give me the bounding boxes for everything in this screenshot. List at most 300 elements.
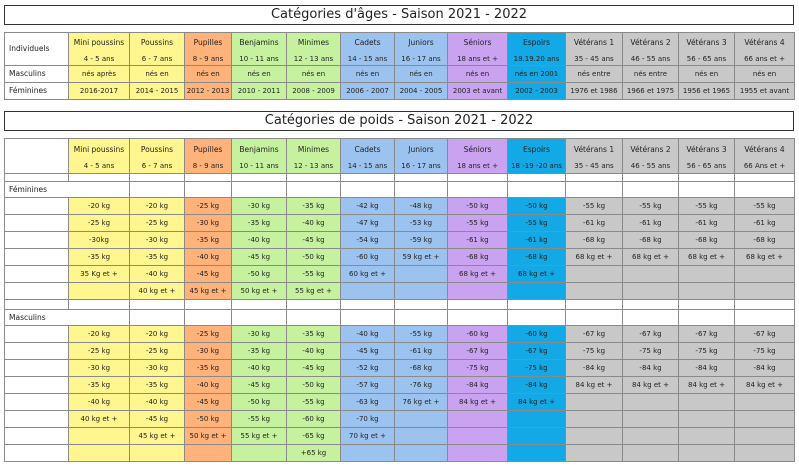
category-header [679,139,735,174]
birth-range-bottom: 2003 et avant [448,83,508,100]
weight-cell: -40 kg [185,249,232,266]
weight-cell: 84 kg et + [566,377,623,394]
category-name: Espoirs [522,37,551,47]
spacer-cell [395,174,448,182]
spacer-cell [679,174,735,182]
spacer-cell [623,310,679,326]
empty-label-cell [5,266,69,283]
weight-cell [679,394,735,411]
weight-cell [735,283,795,300]
category-ages: 16 - 17 ans [401,161,441,170]
weight-cell: -55 kg [448,215,508,232]
spacer-cell [341,300,395,310]
spacer-cell [395,300,448,310]
weight-cell: -61 kg [735,215,795,232]
weight-cell: -35 kg [69,249,130,266]
birth-range-top: nés en [287,66,341,83]
weight-cell: -68 kg [566,232,623,249]
spacer-cell [448,174,508,182]
table-row [5,360,795,377]
weight-cell: -67 kg [623,326,679,343]
weight-cell: -25 kg [69,215,130,232]
table-row [5,326,795,343]
category-ages: 14 - 15 ans [347,54,388,63]
weight-cell [508,445,566,462]
row-label-masculins: Masculins [5,66,69,83]
spacer-cell [287,300,341,310]
weight-cell: -61 kg [448,232,508,249]
table-row [5,411,795,428]
weight-cell: -76 kg [395,377,448,394]
row-label-feminines: Féminines [5,83,69,100]
category-ages: 12 - 13 ans [293,161,334,170]
category-ages: 10 - 11 ans [239,54,279,63]
category-name: Poussins [140,144,174,154]
spacer-cell [679,310,735,326]
weight-cell: -84 kg [566,360,623,377]
weight-cell: -45 kg [185,394,232,411]
weight-cell [679,411,735,428]
weight-cell: -45 kg [130,411,185,428]
table-row [5,232,795,249]
weight-cell [623,394,679,411]
empty-label-cell [5,215,69,232]
table-row [5,266,795,283]
category-ages: 18 ans et + [457,161,498,170]
birth-range-bottom: 1955 et avant [735,83,795,100]
category-ages: 6 - 7 ans [141,161,173,170]
category-name: Minimes [297,37,330,47]
weight-cell: -55 kg [287,266,341,283]
weight-cell [508,411,566,428]
spacer-cell [679,182,735,198]
category-ages: 35 - 45 ans [574,161,614,170]
weight-cell: -40 kg [341,326,395,343]
weight-cell: -60 kg [508,326,566,343]
spacer-cell [69,300,130,310]
weight-cell [341,283,395,300]
weight-cell [448,283,508,300]
table-row [5,445,795,462]
spacer-cell [130,182,185,198]
weight-cell: -55 kg [232,411,287,428]
weight-cell: 68 kg et + [623,249,679,266]
category-name: Cadets [354,144,381,154]
category-name: Mini poussins [73,37,125,47]
weight-cell: 84 kg et + [508,394,566,411]
empty-label-cell [5,198,69,215]
weight-cell: -55 kg [566,198,623,215]
weight-cell: 50 kg et + [232,283,287,300]
weight-cell [623,283,679,300]
weight-cell: -25 kg [130,215,185,232]
category-header [623,139,679,174]
category-header [508,33,566,66]
empty-label-cell [5,445,69,462]
spacer-cell [287,182,341,198]
weight-cell [679,445,735,462]
weight-cell: -40 kg [287,215,341,232]
weight-cell: -55 kg [623,198,679,215]
weight-cell: -35 kg [69,377,130,394]
category-header [185,139,232,174]
birth-range-top: nés en [130,66,185,83]
category-header [287,33,341,66]
weight-cell: -55 kg [679,198,735,215]
category-header [130,139,185,174]
weight-cell: -75 kg [679,343,735,360]
category-name: Vétérans 3 [686,144,727,154]
category-header [395,139,448,174]
category-header [287,139,341,174]
weight-cell: 55 kg et + [287,283,341,300]
birth-range-bottom: 2006 - 2007 [341,83,395,100]
weight-cell: -55 kg [395,326,448,343]
poids-title: Catégories de poids - Saison 2021 - 2022 [4,111,794,131]
category-ages: 8 - 9 ans [192,54,224,63]
empty-label-cell [5,343,69,360]
weight-cell [566,266,623,283]
weight-cell [566,428,623,445]
empty-label-cell [5,249,69,266]
category-ages: 18.19.20 ans [513,54,560,63]
weight-cell: -75 kg [566,343,623,360]
weight-cell: 84 kg et + [679,377,735,394]
weight-cell: -84 kg [679,360,735,377]
weight-cell: -54 kg [341,232,395,249]
empty-label-cell [5,377,69,394]
row-label-individuels: Individuels [5,33,69,66]
birth-range-bottom: 1956 et 1965 [679,83,735,100]
category-header [735,139,795,174]
weight-cell [395,445,448,462]
table-row [5,310,795,326]
spacer-cell [185,182,232,198]
weight-cell: -40 kg [287,343,341,360]
weight-cell: -75 kg [735,343,795,360]
empty-label-cell [5,428,69,445]
category-header [566,139,623,174]
spacer-cell [566,182,623,198]
category-header [232,139,287,174]
spacer-cell [341,174,395,182]
spacer-cell [232,182,287,198]
table-row [5,249,795,266]
weight-cell: -20 kg [69,198,130,215]
birth-range-bottom: 2012 - 2013 [185,83,232,100]
spacer-cell [623,174,679,182]
weight-cell [448,445,508,462]
weight-cell: -84 kg [448,377,508,394]
spacer-cell [623,300,679,310]
birth-range-top: nés entre [566,66,623,83]
spacer-cell [566,174,623,182]
weight-cell: -30 kg [185,215,232,232]
weight-cell: -47 kg [341,215,395,232]
weight-cell: -45 kg [287,232,341,249]
spacer-cell [341,310,395,326]
category-header [679,33,735,66]
category-name: Pupilles [193,37,223,47]
weight-cell: -61 kg [566,215,623,232]
weight-cell: 76 kg et + [395,394,448,411]
spacer-cell [508,300,566,310]
weight-cell: -55 kg [287,394,341,411]
category-header [69,139,130,174]
weight-cell: -68 kg [508,249,566,266]
weight-cell: -35 kg [287,198,341,215]
category-ages: 46 - 55 ans [630,161,671,170]
spacer-cell [69,174,130,182]
weight-cell: -30 kg [130,232,185,249]
weight-cell: -35 kg [130,249,185,266]
birth-range-bottom: 2014 - 2015 [130,83,185,100]
category-name: Séniors [463,144,492,154]
weight-cell: -35 kg [130,377,185,394]
spacer-cell [679,300,735,310]
section-label-feminines: Féminines [5,182,69,198]
weight-cell: -40 kg [69,394,130,411]
category-name: Benjamins [239,37,279,47]
category-ages: 56 - 65 ans [686,161,727,170]
weight-cell: -59 kg [395,232,448,249]
category-header [395,33,448,66]
weight-cell: -68 kg [735,232,795,249]
category-name: Benjamins [239,144,279,154]
empty-label-cell [5,326,69,343]
weight-cell [185,445,232,462]
weight-cell: -25 kg [130,343,185,360]
category-name: Espoirs [522,144,551,154]
weight-cell [566,394,623,411]
birth-range-bottom: 2008 - 2009 [287,83,341,100]
weight-cell: -50 kg [232,394,287,411]
weight-cell: -68 kg [448,249,508,266]
weight-cell: 55 kg et + [232,428,287,445]
weight-cell [508,283,566,300]
category-name: Séniors [463,37,492,47]
spacer-cell [185,300,232,310]
spacer-cell [735,174,795,182]
weight-cell: -30 kg [232,198,287,215]
spacer-cell [5,300,69,310]
weight-cell [69,445,130,462]
ages-table [4,32,795,100]
weight-cell: -45 kg [287,360,341,377]
spacer-cell [69,310,130,326]
category-name: Juniors [408,37,434,47]
category-header [448,33,508,66]
spacer-cell [232,310,287,326]
weight-cell: -30 kg [185,343,232,360]
weight-cell: 45 kg et + [185,283,232,300]
birth-range-top: nés en [341,66,395,83]
weight-cell [232,445,287,462]
category-ages: 66 ans et + [744,54,785,63]
weight-cell: +65 kg [287,445,341,462]
weight-cell [130,445,185,462]
weight-cell: -61 kg [395,343,448,360]
weight-cell: -40 kg [130,266,185,283]
weight-cell [508,428,566,445]
category-header [130,33,185,66]
weight-cell: 68 kg et + [508,266,566,283]
empty-label-cell [5,411,69,428]
weight-cell: -61 kg [508,232,566,249]
weight-cell [679,266,735,283]
weight-cell: -70 kg [341,411,395,428]
weight-cell: -55 kg [735,198,795,215]
weight-cell: -40 kg [232,232,287,249]
weight-cell [735,411,795,428]
category-name: Vétérans 2 [630,144,671,154]
spacer-cell [448,182,508,198]
category-name: Cadets [354,37,381,47]
empty-label-cell [5,283,69,300]
category-ages: 4 - 5 ans [83,161,115,170]
category-name: Mini poussins [73,144,125,154]
category-ages: 35 - 45 ans [574,54,614,63]
weight-cell: 68 kg et + [735,249,795,266]
category-header [508,139,566,174]
weight-cell [679,283,735,300]
birth-range-bottom: 1966 et 1975 [623,83,679,100]
weight-cell: -75 kg [448,360,508,377]
weight-cell: 59 kg et + [395,249,448,266]
spacer-cell [735,310,795,326]
weight-cell: -53 kg [395,215,448,232]
weight-cell: -67 kg [735,326,795,343]
weight-cell: -35 kg [232,343,287,360]
weight-cell: -40 kg [232,360,287,377]
weight-cell: 68 kg et + [566,249,623,266]
spacer-cell [5,174,69,182]
empty-label-cell [5,232,69,249]
weight-cell: -75 kg [623,343,679,360]
weight-cell: 40 kg et + [130,283,185,300]
weight-cell: -35 kg [287,326,341,343]
weight-cell: -50 kg [232,266,287,283]
table-row [5,300,795,310]
weight-cell: -20 kg [69,326,130,343]
spacer-cell [130,310,185,326]
weight-cell: -30 kg [69,360,130,377]
weight-cell [735,428,795,445]
spacer-cell [448,300,508,310]
category-ages: 6 - 7 ans [141,54,173,63]
corner-cell [5,139,69,174]
weight-cell: 45 kg et + [130,428,185,445]
weight-cell: -50 kg [287,377,341,394]
table-row [5,174,795,182]
weight-cell [395,266,448,283]
birth-range-top: nés en [679,66,735,83]
birth-range-top: nés en [448,66,508,83]
weight-cell: -30 kg [130,360,185,377]
weight-cell [623,266,679,283]
birth-range-bottom: 2002 - 2003 [508,83,566,100]
weight-cell [566,283,623,300]
weight-cell: -65 kg [287,428,341,445]
category-ages: 10 - 11 ans [239,161,279,170]
weight-cell: 40 kg et + [69,411,130,428]
category-header [232,33,287,66]
category-header [185,33,232,66]
weight-cell [566,411,623,428]
spacer-cell [735,300,795,310]
weight-cell [448,411,508,428]
empty-label-cell [5,394,69,411]
weight-cell: 84 kg et + [448,394,508,411]
weight-cell: 50 kg et + [185,428,232,445]
category-header [735,33,795,66]
weight-cell: -68 kg [395,360,448,377]
weight-cell [341,445,395,462]
category-name: Minimes [297,144,330,154]
weight-cell: 60 kg et + [341,266,395,283]
birth-range-bottom: 1976 et 1986 [566,83,623,100]
spacer-cell [287,174,341,182]
spacer-cell [448,310,508,326]
table-row [5,428,795,445]
spacer-cell [130,174,185,182]
weight-cell [395,428,448,445]
category-header [448,139,508,174]
ages-title: Catégories d'âges - Saison 2021 - 2022 [4,5,794,25]
weight-cell: -84 kg [735,360,795,377]
spacer-cell [735,182,795,198]
weight-cell: -60 kg [287,411,341,428]
spacer-cell [508,174,566,182]
category-name: Vétérans 1 [573,37,615,47]
weight-cell: -30kg [69,232,130,249]
weight-cell [735,266,795,283]
weight-cell [395,411,448,428]
spacer-cell [130,300,185,310]
weight-cell: -52 kg [341,360,395,377]
birth-range-top: nés en 2001 [508,66,566,83]
empty-label-cell [5,360,69,377]
spacer-cell [508,310,566,326]
category-header [566,33,623,66]
weight-cell: -50 kg [448,198,508,215]
spacer-cell [185,310,232,326]
category-name: Vétérans 4 [744,37,785,47]
weight-cell: -55 kg [508,215,566,232]
spacer-cell [69,182,130,198]
weight-cell: -42 kg [341,198,395,215]
table-row [5,139,795,174]
birth-range-top: nés en [395,66,448,83]
weight-cell [623,411,679,428]
weight-cell [69,283,130,300]
weight-cell: -67 kg [448,343,508,360]
weight-cell [448,428,508,445]
weight-cell: -35 kg [185,232,232,249]
weight-cell [623,445,679,462]
spacer-cell [341,182,395,198]
weight-cell: -20 kg [130,198,185,215]
weight-cell: -60 kg [448,326,508,343]
table-row [5,198,795,215]
category-ages: 66 Ans et + [743,161,786,170]
weight-cell: 70 kg et + [341,428,395,445]
weight-cell [395,283,448,300]
spacer-cell [395,310,448,326]
weight-cell [735,445,795,462]
category-name: Pupilles [193,144,223,154]
table-row [5,182,795,198]
